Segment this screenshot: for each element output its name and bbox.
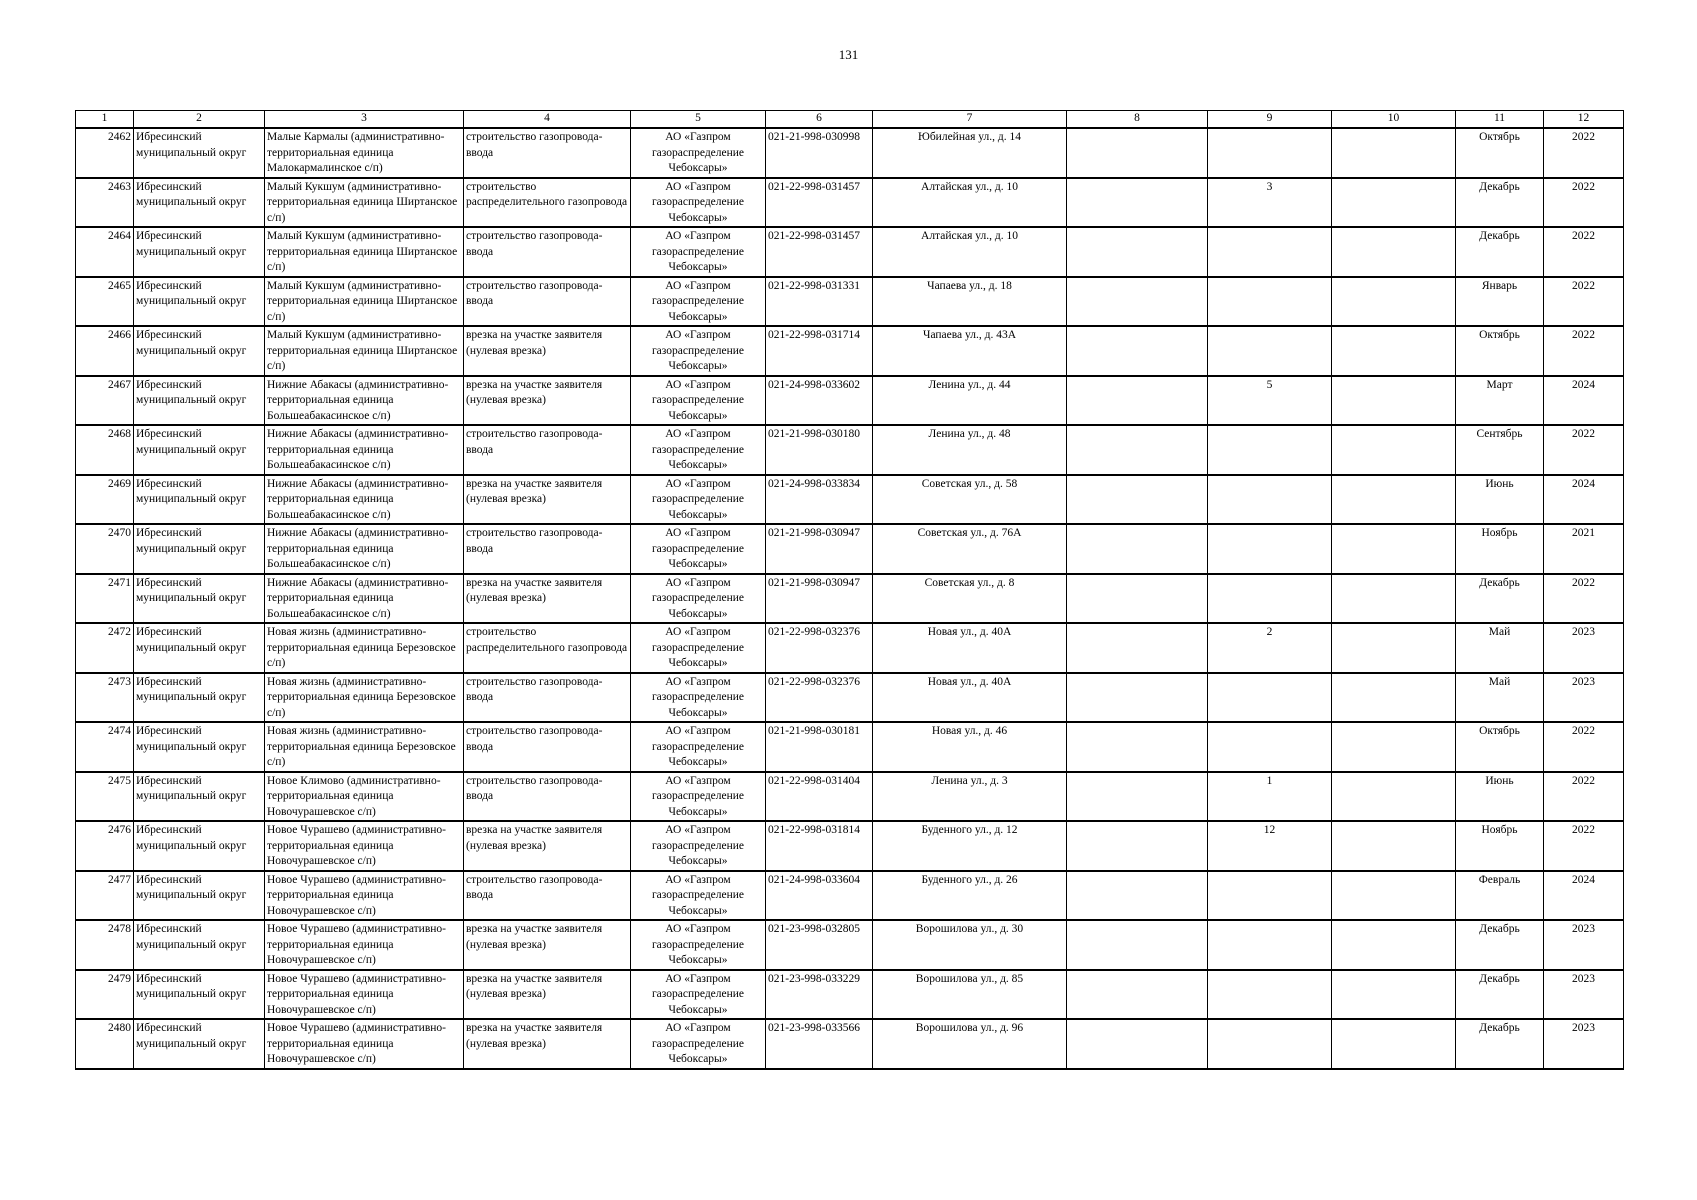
locality-cell: Новое Климово (административно-территориальная единица Новочурашевское с/п) — [265, 772, 464, 822]
row-number-cell: 2469 — [76, 475, 134, 525]
locality-cell: Малый Кукшум (административно-территориальная единица Ширтанское с/п) — [265, 178, 464, 228]
column-header: 6 — [766, 111, 873, 129]
code-cell: 021-22-998-032376 — [766, 623, 873, 673]
organization-cell: АО «Газпром газораспределение Чебоксары» — [631, 326, 766, 376]
year-cell: 2022 — [1544, 425, 1624, 475]
table-row — [76, 574, 1624, 624]
column-9-cell: 12 — [1208, 821, 1332, 871]
column-9-cell — [1208, 871, 1332, 921]
locality-cell: Нижние Абакасы (административно-территориальная единица Большеабакасинское с/п) — [265, 475, 464, 525]
address-cell: Ленина ул., д. 3 — [873, 772, 1067, 822]
table-row — [76, 475, 1624, 525]
column-10-cell — [1332, 970, 1456, 1020]
register-body — [76, 128, 1624, 1069]
column-header: 11 — [1456, 111, 1544, 129]
column-10-cell — [1332, 623, 1456, 673]
work-type-cell: строительство газопровода-ввода — [464, 524, 631, 574]
column-8-cell — [1067, 970, 1208, 1020]
year-cell: 2022 — [1544, 326, 1624, 376]
code-cell: 021-21-998-030180 — [766, 425, 873, 475]
month-cell: Октябрь — [1456, 326, 1544, 376]
month-cell: Октябрь — [1456, 722, 1544, 772]
month-cell: Декабрь — [1456, 178, 1544, 228]
column-8-cell — [1067, 227, 1208, 277]
column-10-cell — [1332, 871, 1456, 921]
month-cell: Сентябрь — [1456, 425, 1544, 475]
code-cell: 021-22-998-032376 — [766, 673, 873, 723]
work-type-cell: врезка на участке заявителя (нулевая врезка) — [464, 821, 631, 871]
district-cell: Ибресинский муниципальный округ — [134, 772, 265, 822]
column-header: 7 — [873, 111, 1067, 129]
address-cell: Ленина ул., д. 48 — [873, 425, 1067, 475]
code-cell: 021-23-998-032805 — [766, 920, 873, 970]
column-header: 12 — [1544, 111, 1624, 129]
code-cell: 021-23-998-033229 — [766, 970, 873, 1020]
district-cell: Ибресинский муниципальный округ — [134, 920, 265, 970]
column-header: 4 — [464, 111, 631, 129]
organization-cell: АО «Газпром газораспределение Чебоксары» — [631, 128, 766, 178]
month-cell: Декабрь — [1456, 1019, 1544, 1069]
locality-cell: Нижние Абакасы (административно-территориальная единица Большеабакасинское с/п) — [265, 425, 464, 475]
month-cell: Декабрь — [1456, 970, 1544, 1020]
year-cell: 2022 — [1544, 178, 1624, 228]
column-10-cell — [1332, 772, 1456, 822]
code-cell: 021-21-998-030947 — [766, 524, 873, 574]
column-10-cell — [1332, 376, 1456, 426]
column-header: 5 — [631, 111, 766, 129]
organization-cell: АО «Газпром газораспределение Чебоксары» — [631, 574, 766, 624]
column-9-cell — [1208, 722, 1332, 772]
organization-cell: АО «Газпром газораспределение Чебоксары» — [631, 227, 766, 277]
work-type-cell: врезка на участке заявителя (нулевая врезка) — [464, 475, 631, 525]
year-cell: 2022 — [1544, 227, 1624, 277]
year-cell: 2024 — [1544, 376, 1624, 426]
row-number-cell: 2475 — [76, 772, 134, 822]
organization-cell: АО «Газпром газораспределение Чебоксары» — [631, 178, 766, 228]
row-number-cell: 2468 — [76, 425, 134, 475]
column-8-cell — [1067, 128, 1208, 178]
table-row — [76, 326, 1624, 376]
table-row — [76, 871, 1624, 921]
column-8-cell — [1067, 574, 1208, 624]
organization-cell: АО «Газпром газораспределение Чебоксары» — [631, 722, 766, 772]
table-row — [76, 277, 1624, 327]
code-cell: 021-24-998-033604 — [766, 871, 873, 921]
column-8-cell — [1067, 722, 1208, 772]
work-type-cell: строительство газопровода-ввода — [464, 128, 631, 178]
month-cell: Октябрь — [1456, 128, 1544, 178]
locality-cell: Малый Кукшум (административно-территориальная единица Ширтанское с/п) — [265, 326, 464, 376]
month-cell: Декабрь — [1456, 227, 1544, 277]
table-row — [76, 178, 1624, 228]
row-number-cell: 2479 — [76, 970, 134, 1020]
organization-cell: АО «Газпром газораспределение Чебоксары» — [631, 623, 766, 673]
district-cell: Ибресинский муниципальный округ — [134, 673, 265, 723]
district-cell: Ибресинский муниципальный округ — [134, 128, 265, 178]
work-type-cell: врезка на участке заявителя (нулевая врезка) — [464, 574, 631, 624]
row-number-cell: 2467 — [76, 376, 134, 426]
month-cell: Июнь — [1456, 475, 1544, 525]
year-cell: 2022 — [1544, 574, 1624, 624]
code-cell: 021-23-998-033566 — [766, 1019, 873, 1069]
row-number-cell: 2474 — [76, 722, 134, 772]
locality-cell: Нижние Абакасы (административно-территориальная единица Большеабакасинское с/п) — [265, 574, 464, 624]
column-10-cell — [1332, 178, 1456, 228]
organization-cell: АО «Газпром газораспределение Чебоксары» — [631, 920, 766, 970]
organization-cell: АО «Газпром газораспределение Чебоксары» — [631, 673, 766, 723]
row-number-cell: 2463 — [76, 178, 134, 228]
code-cell: 021-24-998-033834 — [766, 475, 873, 525]
address-cell: Юбилейная ул., д. 14 — [873, 128, 1067, 178]
column-10-cell — [1332, 425, 1456, 475]
code-cell: 021-21-998-030998 — [766, 128, 873, 178]
table-row — [76, 227, 1624, 277]
table-row — [76, 623, 1624, 673]
address-cell: Чапаева ул., д. 18 — [873, 277, 1067, 327]
column-8-cell — [1067, 524, 1208, 574]
column-header: 1 — [76, 111, 134, 129]
row-number-cell: 2470 — [76, 524, 134, 574]
work-type-cell: строительство газопровода-ввода — [464, 772, 631, 822]
work-type-cell: строительство газопровода-ввода — [464, 673, 631, 723]
district-cell: Ибресинский муниципальный округ — [134, 821, 265, 871]
row-number-cell: 2472 — [76, 623, 134, 673]
month-cell: Декабрь — [1456, 574, 1544, 624]
work-type-cell: строительство газопровода-ввода — [464, 227, 631, 277]
column-header: 10 — [1332, 111, 1456, 129]
locality-cell: Новая жизнь (административно-территориальная единица Березовское с/п) — [265, 623, 464, 673]
column-8-cell — [1067, 673, 1208, 723]
column-8-cell — [1067, 326, 1208, 376]
organization-cell: АО «Газпром газораспределение Чебоксары» — [631, 277, 766, 327]
locality-cell: Новое Чурашево (административно-территориальная единица Новочурашевское с/п) — [265, 1019, 464, 1069]
year-cell: 2021 — [1544, 524, 1624, 574]
column-10-cell — [1332, 574, 1456, 624]
organization-cell: АО «Газпром газораспределение Чебоксары» — [631, 524, 766, 574]
work-type-cell: строительство распределительного газопровода — [464, 623, 631, 673]
district-cell: Ибресинский муниципальный округ — [134, 227, 265, 277]
year-cell: 2022 — [1544, 277, 1624, 327]
work-type-cell: строительство газопровода-ввода — [464, 722, 631, 772]
year-cell: 2023 — [1544, 673, 1624, 723]
table-row — [76, 970, 1624, 1020]
locality-cell: Малый Кукшум (административно-территориальная единица Ширтанское с/п) — [265, 227, 464, 277]
column-10-cell — [1332, 673, 1456, 723]
code-cell: 021-22-998-031331 — [766, 277, 873, 327]
table-row — [76, 673, 1624, 723]
code-cell: 021-22-998-031404 — [766, 772, 873, 822]
district-cell: Ибресинский муниципальный округ — [134, 326, 265, 376]
work-type-cell: врезка на участке заявителя (нулевая врезка) — [464, 326, 631, 376]
work-type-cell: строительство газопровода-ввода — [464, 277, 631, 327]
row-number-cell: 2476 — [76, 821, 134, 871]
register-table — [75, 110, 1624, 1070]
address-cell: Новая ул., д. 40А — [873, 673, 1067, 723]
district-cell: Ибресинский муниципальный округ — [134, 178, 265, 228]
district-cell: Ибресинский муниципальный округ — [134, 574, 265, 624]
table-row — [76, 772, 1624, 822]
month-cell: Ноябрь — [1456, 524, 1544, 574]
table-row — [76, 920, 1624, 970]
column-10-cell — [1332, 920, 1456, 970]
column-9-cell — [1208, 475, 1332, 525]
organization-cell: АО «Газпром газораспределение Чебоксары» — [631, 970, 766, 1020]
column-9-cell — [1208, 970, 1332, 1020]
work-type-cell: врезка на участке заявителя (нулевая врезка) — [464, 920, 631, 970]
address-cell: Алтайская ул., д. 10 — [873, 178, 1067, 228]
column-8-cell — [1067, 425, 1208, 475]
address-cell: Ворошилова ул., д. 30 — [873, 920, 1067, 970]
code-cell: 021-22-998-031814 — [766, 821, 873, 871]
address-cell: Советская ул., д. 58 — [873, 475, 1067, 525]
column-10-cell — [1332, 277, 1456, 327]
column-9-cell — [1208, 128, 1332, 178]
column-10-cell — [1332, 1019, 1456, 1069]
work-type-cell: строительство распределительного газопровода — [464, 178, 631, 228]
locality-cell: Новая жизнь (административно-территориальная единица Березовское с/п) — [265, 673, 464, 723]
column-8-cell — [1067, 178, 1208, 228]
row-number-cell: 2478 — [76, 920, 134, 970]
code-cell: 021-22-998-031457 — [766, 227, 873, 277]
month-cell: Июнь — [1456, 772, 1544, 822]
column-9-cell — [1208, 277, 1332, 327]
row-number-cell: 2473 — [76, 673, 134, 723]
column-header: 3 — [265, 111, 464, 129]
organization-cell: АО «Газпром газораспределение Чебоксары» — [631, 772, 766, 822]
organization-cell: АО «Газпром газораспределение Чебоксары» — [631, 475, 766, 525]
district-cell: Ибресинский муниципальный округ — [134, 524, 265, 574]
month-cell: Январь — [1456, 277, 1544, 327]
organization-cell: АО «Газпром газораспределение Чебоксары» — [631, 1019, 766, 1069]
column-8-cell — [1067, 623, 1208, 673]
column-9-cell — [1208, 524, 1332, 574]
row-number-cell: 2480 — [76, 1019, 134, 1069]
locality-cell: Новая жизнь (административно-территориальная единица Березовское с/п) — [265, 722, 464, 772]
column-9-cell — [1208, 673, 1332, 723]
year-cell: 2022 — [1544, 772, 1624, 822]
year-cell: 2024 — [1544, 871, 1624, 921]
table-row — [76, 128, 1624, 178]
table-row — [76, 821, 1624, 871]
organization-cell: АО «Газпром газораспределение Чебоксары» — [631, 821, 766, 871]
column-10-cell — [1332, 821, 1456, 871]
column-8-cell — [1067, 1019, 1208, 1069]
month-cell: Февраль — [1456, 871, 1544, 921]
locality-cell: Малый Кукшум (административно-территориальная единица Ширтанское с/п) — [265, 277, 464, 327]
month-cell: Май — [1456, 673, 1544, 723]
column-number-header-row — [76, 111, 1624, 129]
row-number-cell: 2477 — [76, 871, 134, 921]
address-cell: Буденного ул., д. 26 — [873, 871, 1067, 921]
column-10-cell — [1332, 227, 1456, 277]
address-cell: Ленина ул., д. 44 — [873, 376, 1067, 426]
locality-cell: Новое Чурашево (административно-территориальная единица Новочурашевское с/п) — [265, 970, 464, 1020]
district-cell: Ибресинский муниципальный округ — [134, 722, 265, 772]
table-row — [76, 722, 1624, 772]
locality-cell: Новое Чурашево (административно-территориальная единица Новочурашевское с/п) — [265, 871, 464, 921]
district-cell: Ибресинский муниципальный округ — [134, 1019, 265, 1069]
address-cell: Советская ул., д. 76А — [873, 524, 1067, 574]
column-8-cell — [1067, 475, 1208, 525]
year-cell: 2022 — [1544, 128, 1624, 178]
column-9-cell — [1208, 1019, 1332, 1069]
address-cell: Советская ул., д. 8 — [873, 574, 1067, 624]
code-cell: 021-22-998-031457 — [766, 178, 873, 228]
address-cell: Ворошилова ул., д. 85 — [873, 970, 1067, 1020]
locality-cell: Нижние Абакасы (административно-территориальная единица Большеабакасинское с/п) — [265, 376, 464, 426]
district-cell: Ибресинский муниципальный округ — [134, 376, 265, 426]
column-10-cell — [1332, 722, 1456, 772]
year-cell: 2023 — [1544, 623, 1624, 673]
year-cell: 2023 — [1544, 1019, 1624, 1069]
table-row — [76, 376, 1624, 426]
code-cell: 021-21-998-030181 — [766, 722, 873, 772]
address-cell: Ворошилова ул., д. 96 — [873, 1019, 1067, 1069]
row-number-cell: 2471 — [76, 574, 134, 624]
row-number-cell: 2466 — [76, 326, 134, 376]
locality-cell: Новое Чурашево (административно-территориальная единица Новочурашевское с/п) — [265, 821, 464, 871]
column-10-cell — [1332, 128, 1456, 178]
locality-cell: Новое Чурашево (административно-территориальная единица Новочурашевское с/п) — [265, 920, 464, 970]
address-cell: Новая ул., д. 46 — [873, 722, 1067, 772]
column-10-cell — [1332, 326, 1456, 376]
column-8-cell — [1067, 871, 1208, 921]
code-cell: 021-24-998-033602 — [766, 376, 873, 426]
row-number-cell: 2465 — [76, 277, 134, 327]
row-number-cell: 2464 — [76, 227, 134, 277]
month-cell: Декабрь — [1456, 920, 1544, 970]
column-9-cell — [1208, 425, 1332, 475]
column-10-cell — [1332, 475, 1456, 525]
code-cell: 021-21-998-030947 — [766, 574, 873, 624]
column-8-cell — [1067, 376, 1208, 426]
code-cell: 021-22-998-031714 — [766, 326, 873, 376]
district-cell: Ибресинский муниципальный округ — [134, 871, 265, 921]
year-cell: 2022 — [1544, 722, 1624, 772]
address-cell: Алтайская ул., д. 10 — [873, 227, 1067, 277]
table-row — [76, 1019, 1624, 1069]
column-9-cell — [1208, 574, 1332, 624]
district-cell: Ибресинский муниципальный округ — [134, 277, 265, 327]
table-row — [76, 425, 1624, 475]
district-cell: Ибресинский муниципальный округ — [134, 425, 265, 475]
column-8-cell — [1067, 277, 1208, 327]
address-cell: Буденного ул., д. 12 — [873, 821, 1067, 871]
page-number: 131 — [838, 47, 859, 62]
column-9-cell: 2 — [1208, 623, 1332, 673]
address-cell: Чапаева ул., д. 43А — [873, 326, 1067, 376]
row-number-cell: 2462 — [76, 128, 134, 178]
organization-cell: АО «Газпром газораспределение Чебоксары» — [631, 871, 766, 921]
work-type-cell: строительство газопровода-ввода — [464, 425, 631, 475]
district-cell: Ибресинский муниципальный округ — [134, 970, 265, 1020]
column-8-cell — [1067, 772, 1208, 822]
column-9-cell: 5 — [1208, 376, 1332, 426]
table-row — [76, 524, 1624, 574]
year-cell: 2022 — [1544, 821, 1624, 871]
locality-cell: Малые Кармалы (административно-территориальная единица Малокармалинское с/п) — [265, 128, 464, 178]
column-10-cell — [1332, 524, 1456, 574]
column-header: 8 — [1067, 111, 1208, 129]
year-cell: 2023 — [1544, 920, 1624, 970]
column-9-cell: 3 — [1208, 178, 1332, 228]
work-type-cell: врезка на участке заявителя (нулевая врезка) — [464, 376, 631, 426]
district-cell: Ибресинский муниципальный округ — [134, 475, 265, 525]
month-cell: Май — [1456, 623, 1544, 673]
column-header: 2 — [134, 111, 265, 129]
column-9-cell — [1208, 227, 1332, 277]
column-9-cell: 1 — [1208, 772, 1332, 822]
work-type-cell: врезка на участке заявителя (нулевая врезка) — [464, 970, 631, 1020]
month-cell: Ноябрь — [1456, 821, 1544, 871]
work-type-cell: врезка на участке заявителя (нулевая врезка) — [464, 1019, 631, 1069]
year-cell: 2023 — [1544, 970, 1624, 1020]
column-8-cell — [1067, 920, 1208, 970]
work-type-cell: строительство газопровода-ввода — [464, 871, 631, 921]
column-header: 9 — [1208, 111, 1332, 129]
year-cell: 2024 — [1544, 475, 1624, 525]
column-9-cell — [1208, 326, 1332, 376]
column-9-cell — [1208, 920, 1332, 970]
organization-cell: АО «Газпром газораспределение Чебоксары» — [631, 425, 766, 475]
address-cell: Новая ул., д. 40А — [873, 623, 1067, 673]
organization-cell: АО «Газпром газораспределение Чебоксары» — [631, 376, 766, 426]
month-cell: Март — [1456, 376, 1544, 426]
column-8-cell — [1067, 821, 1208, 871]
district-cell: Ибресинский муниципальный округ — [134, 623, 265, 673]
locality-cell: Нижние Абакасы (административно-территориальная единица Большеабакасинское с/п) — [265, 524, 464, 574]
